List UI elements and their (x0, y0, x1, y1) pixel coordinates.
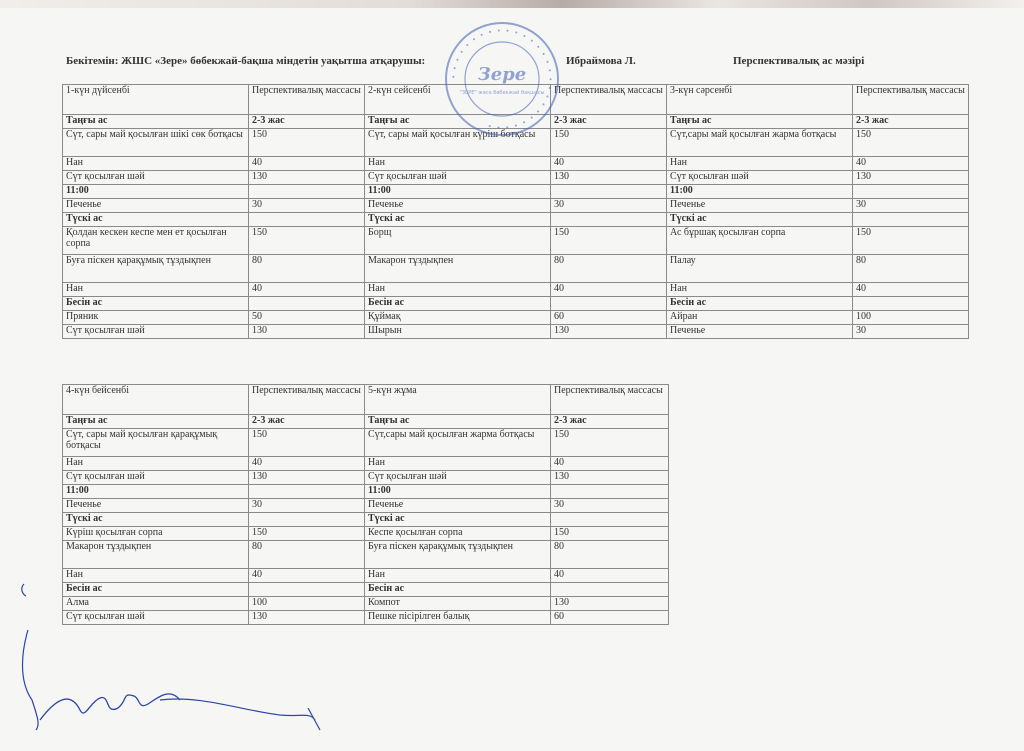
portion-cell: 130 (249, 325, 365, 339)
portion-cell: 80 (249, 255, 365, 283)
day-header: 1-күн дүйсенбі (63, 85, 249, 115)
portion-cell: 2-3 жас (249, 415, 365, 429)
portion-cell (249, 213, 365, 227)
menu-title: Перспективалық ас мәзірі (733, 55, 865, 67)
portion-cell (551, 213, 667, 227)
portion-cell: 150 (551, 227, 667, 255)
approver-name: Ибраймова Л. (566, 55, 636, 67)
table-row (63, 283, 969, 297)
portion-cell: 2-3 жас (551, 115, 667, 129)
portion-cell: 150 (249, 227, 365, 255)
dish-cell: Печенье (365, 199, 551, 213)
dish-cell: Буға піскен қарақұмық тұздықпен (63, 255, 249, 283)
portion-cell: 40 (551, 457, 669, 471)
dish-cell: Пряник (63, 311, 249, 325)
dish-cell: Қолдан кескен кеспе мен ет қосылған сорпа (63, 227, 249, 255)
dish-cell: Құймақ (365, 311, 551, 325)
dish-cell: Түскі ас (63, 513, 249, 527)
dish-cell: Сүт, сары май қосылған күріш ботқасы (365, 129, 551, 157)
portion-header: Перспективалық массасы (853, 85, 969, 115)
portion-cell: 150 (551, 527, 669, 541)
dish-cell: Пешке пісірілген балық (365, 611, 551, 625)
table-row (63, 171, 969, 185)
portion-cell (551, 485, 669, 499)
portion-cell: 30 (853, 325, 969, 339)
dish-cell: Буға піскен қарақұмық тұздықпен (365, 541, 551, 569)
portion-cell: 2-3 жас (249, 115, 365, 129)
portion-cell: 150 (853, 129, 969, 157)
dish-cell: Печенье (63, 499, 249, 513)
dish-cell: Печенье (365, 499, 551, 513)
portion-cell: 60 (551, 311, 667, 325)
meal-section-row (63, 513, 669, 527)
dish-cell: Ас бұршақ қосылған сорпа (667, 227, 853, 255)
dish-cell: Таңғы ас (365, 415, 551, 429)
dish-cell: Борщ (365, 227, 551, 255)
dish-cell: Сүт қосылған шәй (365, 171, 551, 185)
dish-cell: Нан (667, 283, 853, 297)
dish-cell: Айран (667, 311, 853, 325)
portion-cell (853, 213, 969, 227)
portion-cell: 40 (853, 283, 969, 297)
dish-cell: 11:00 (365, 485, 551, 499)
portion-cell: 150 (249, 527, 365, 541)
dish-cell: Түскі ас (365, 213, 551, 227)
portion-cell: 40 (551, 157, 667, 171)
portion-cell: 30 (551, 199, 667, 213)
dish-cell: Нан (365, 157, 551, 171)
portion-cell (551, 583, 669, 597)
portion-cell: 100 (249, 597, 365, 611)
portion-cell: 130 (551, 471, 669, 485)
portion-cell: 40 (551, 283, 667, 297)
portion-cell: 130 (551, 171, 667, 185)
table-row (63, 311, 969, 325)
portion-cell: 150 (551, 429, 669, 457)
portion-header: Перспективалық массасы (551, 85, 667, 115)
portion-cell: 130 (249, 611, 365, 625)
portion-cell (249, 485, 365, 499)
dish-cell: Нан (365, 457, 551, 471)
table-row (63, 527, 669, 541)
dish-cell: Сүт, сары май қосылған шікі сөк ботқасы (63, 129, 249, 157)
dish-cell: Сүт қосылған шәй (63, 611, 249, 625)
portion-cell: 130 (551, 597, 669, 611)
dish-cell: Палау (667, 255, 853, 283)
portion-cell (249, 513, 365, 527)
day-header: 5-күн жұма (365, 385, 551, 415)
stamp-word: Зере (477, 64, 527, 85)
portion-cell: 60 (551, 611, 669, 625)
approval-text: Бекітемін: ЖШС «Зере» бөбекжай-бақша міндетін уақытша атқарушы: (66, 55, 426, 67)
table-row (63, 325, 969, 339)
dish-cell: 11:00 (63, 485, 249, 499)
portion-cell (551, 185, 667, 199)
portion-cell: 40 (249, 283, 365, 297)
portion-cell: 40 (249, 457, 365, 471)
dish-cell: Бесін ас (365, 583, 551, 597)
portion-cell: 130 (853, 171, 969, 185)
table-row (63, 429, 669, 457)
dish-cell: Нан (365, 569, 551, 583)
meal-section-row (63, 415, 669, 429)
day-header: 2-күн сейсенбі (365, 85, 551, 115)
dish-cell: 11:00 (667, 185, 853, 199)
dish-cell: Таңғы ас (365, 115, 551, 129)
table-row (63, 541, 669, 569)
portion-cell: 30 (551, 499, 669, 513)
dish-cell: Түскі ас (667, 213, 853, 227)
table-row (63, 157, 969, 171)
portion-cell: 80 (249, 541, 365, 569)
dish-cell: 11:00 (365, 185, 551, 199)
table-row (63, 499, 669, 513)
portion-cell: 30 (249, 499, 365, 513)
meal-section-row (63, 185, 969, 199)
portion-cell (551, 297, 667, 311)
dish-cell: Сүт, сары май қосылған қарақұмық ботқасы (63, 429, 249, 457)
portion-cell (249, 185, 365, 199)
dish-cell: Түскі ас (365, 513, 551, 527)
dish-cell: Макарон тұздықпен (365, 255, 551, 283)
dish-cell: Сүт қосылған шәй (63, 171, 249, 185)
portion-cell: 130 (249, 171, 365, 185)
table-row (63, 471, 669, 485)
dish-cell: Макарон тұздықпен (63, 541, 249, 569)
table-header-row (63, 385, 669, 415)
portion-cell: 40 (249, 569, 365, 583)
dish-cell: Сүт қосылған шәй (667, 171, 853, 185)
dish-cell: Нан (63, 457, 249, 471)
portion-cell: 30 (853, 199, 969, 213)
portion-cell: 40 (249, 157, 365, 171)
portion-cell (853, 297, 969, 311)
portion-cell: 100 (853, 311, 969, 325)
portion-cell (249, 297, 365, 311)
scan-top-edge (0, 0, 1024, 8)
table-row (63, 199, 969, 213)
table-row (63, 457, 669, 471)
dish-cell: Нан (667, 157, 853, 171)
dish-cell: Нан (365, 283, 551, 297)
handwritten-signature (10, 570, 340, 740)
portion-cell: 150 (853, 227, 969, 255)
portion-cell: 130 (249, 471, 365, 485)
dish-cell: 11:00 (63, 185, 249, 199)
dish-cell: Нан (63, 569, 249, 583)
dish-cell: Нан (63, 157, 249, 171)
portion-cell: 30 (249, 199, 365, 213)
portion-header: Перспективалық массасы (249, 85, 365, 115)
portion-cell: 50 (249, 311, 365, 325)
portion-cell: 130 (551, 325, 667, 339)
dish-cell: Алма (63, 597, 249, 611)
stamp-text: "ЗЕРЕ" жаса бөбекжай бақшасы (459, 90, 545, 96)
portion-cell (853, 185, 969, 199)
dish-cell: Кеспе қосылған сорпа (365, 527, 551, 541)
dish-cell: Бесін ас (63, 583, 249, 597)
dish-cell: Печенье (667, 325, 853, 339)
portion-cell: 40 (551, 569, 669, 583)
dish-cell: Таңғы ас (63, 115, 249, 129)
dish-cell: Сүт қосылған шәй (365, 471, 551, 485)
dish-cell: Сүт,сары май қосылған жарма ботқасы (365, 429, 551, 457)
portion-cell: 150 (249, 429, 365, 457)
portion-cell: 40 (853, 157, 969, 171)
svg-text:• • • • • • • • • • • • • • •: • • • • • • • • • • • • • • • • • • • • • • • • • • • • (449, 26, 555, 132)
round-stamp (443, 20, 561, 138)
dish-cell: Печенье (63, 199, 249, 213)
dish-cell: Таңғы ас (667, 115, 853, 129)
dish-cell: Нан (63, 283, 249, 297)
table-row (63, 227, 969, 255)
day-header: 3-күн сәрсенбі (667, 85, 853, 115)
dish-cell: Сүт қосылған шәй (63, 471, 249, 485)
portion-cell (551, 513, 669, 527)
dish-cell: Таңғы ас (63, 415, 249, 429)
meal-section-row (63, 213, 969, 227)
dish-cell: Бесін ас (667, 297, 853, 311)
portion-header: Перспективалық массасы (249, 385, 365, 415)
portion-cell: 80 (551, 541, 669, 569)
dish-cell: Бесін ас (365, 297, 551, 311)
portion-cell: 80 (551, 255, 667, 283)
dish-cell: Күріш қосылған сорпа (63, 527, 249, 541)
portion-cell: 80 (853, 255, 969, 283)
portion-cell: 2-3 жас (551, 415, 669, 429)
portion-cell: 150 (551, 129, 667, 157)
portion-cell: 2-3 жас (853, 115, 969, 129)
meal-section-row (63, 485, 669, 499)
dish-cell: Сүт,сары май қосылған жарма ботқасы (667, 129, 853, 157)
dish-cell: Печенье (667, 199, 853, 213)
dish-cell: Компот (365, 597, 551, 611)
dish-cell: Сүт қосылған шәй (63, 325, 249, 339)
portion-header: Перспективалық массасы (551, 385, 669, 415)
dish-cell: Түскі ас (63, 213, 249, 227)
dish-cell: Шырын (365, 325, 551, 339)
portion-cell: 150 (249, 129, 365, 157)
table-row (63, 255, 969, 283)
meal-section-row (63, 297, 969, 311)
day-header: 4-күн бейсенбі (63, 385, 249, 415)
dish-cell: Бесін ас (63, 297, 249, 311)
